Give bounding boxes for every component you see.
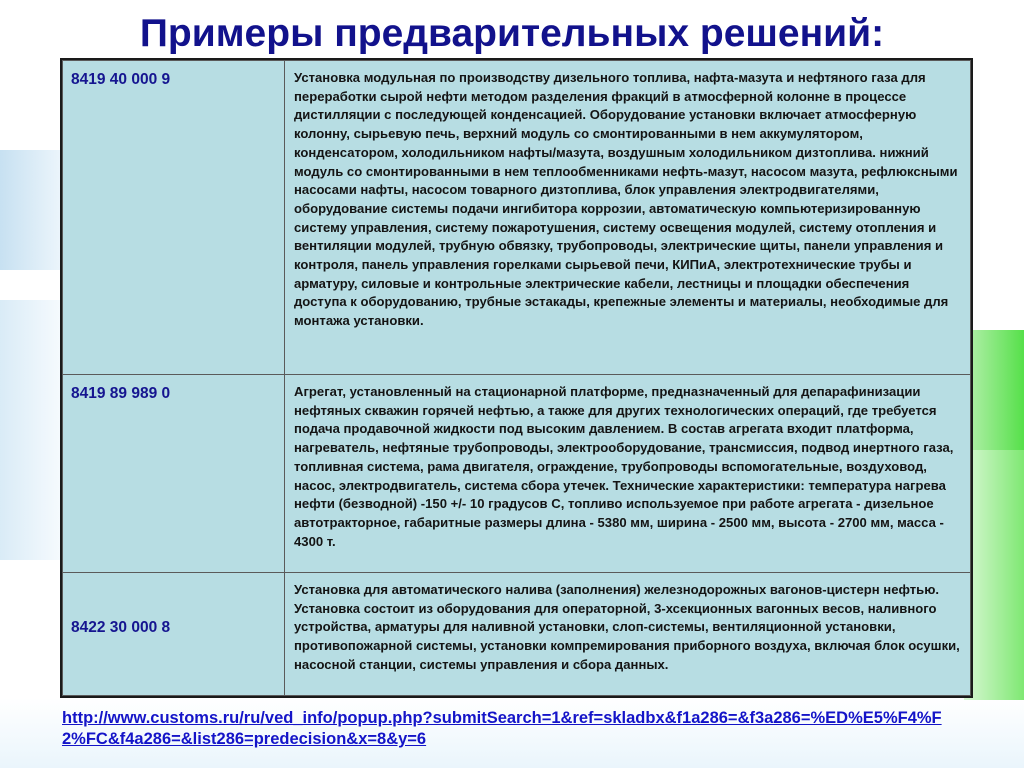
description-cell: Установка для автоматического налива (заполнения) железнодорожных вагонов-цистерн нефтью. Установка состоит из оборудования для операторной, 3-хсекционных вагонных весов, наливного устройства, арматуры для наливной установки, слоп-системы, вентиляционной установки, противопожарной системы, установки компремирования приборного воздуха, включая блок осушки, насосной станции, системы управления и сбора данных. xyxy=(285,573,971,696)
background-right-stripe xyxy=(964,450,1024,700)
slide-title: Примеры предварительных решений: xyxy=(139,12,885,55)
tariff-code-cell: 8419 89 989 0 xyxy=(63,375,285,573)
background-left-stripe xyxy=(0,300,60,560)
table-row xyxy=(63,375,971,573)
description-cell: Агрегат, установленный на стационарной платформе, предназначенный для депарафинизации нефтяных скважин горячей нефтью, а также для других технологических операций, где требуется подача продавочной жидкости под высоким давлением. В состав агрегата входит платформа, нагреватель, нефтяные трубопроводы, электрооборудование, трансмиссия, подвод инертного газа, топливная система, рама двигателя, ограждение, трубопроводы вспомогательные, воздуховод, насос, электродвигатель, система сбора утечек. Технические характеристики: температура нагрева нефти (безводной) -150 +/- 10 градусов С, топливо используемое при работе агрегата - дизельное автотракторное, габаритные размеры длина - 5380 мм, ширина - 2500 мм, высота - 2700 мм, масса - 4300 т. xyxy=(285,375,971,573)
tariff-code-cell: 8419 40 000 9 xyxy=(63,61,285,375)
description-cell: Установка модульная по производству дизельного топлива, нафта-мазута и нефтяного газа для переработки сырой нефти методом разделения фракций в атмосферной колонне в процессе дистилляции с последующей конденсацией. Оборудование установки включает атмосферную колонну, сырьевую печь, верхний модуль со смонтированными в нем аккумулятором, конденсатором, холодильником нафты/мазута, воздушным холодильником дизтоплива. нижний модуль со смонтированными в нем теплообменниками нефть-мазут, насосом мазута, рефлюксными насосами нафты, насосом товарного дизтоплива, блок управления электродвигателями, оборудование системы подачи ингибитора коррозии, автоматическую компьютеризированную систему управления, систему пожаротушения, систему освещения модулей, систему отопления и вентиляции модулей, трубную обвязку, трубопроводы, электрические щиты, панели управления и контроля, панель управления горелками сырьевой печи, КИПиА, электротехнические трубы и арматуру, силовые и контрольные электрические кабели, лестницы и площадки обеспечения доступа к оборудованию, трубные эстакады, крепежные элементы и материалы, необходимые для монтажа установки. xyxy=(285,61,971,375)
background-right-stripe xyxy=(964,330,1024,450)
decisions-table xyxy=(60,58,973,698)
background-left-stripe xyxy=(0,150,60,270)
table-row xyxy=(63,573,971,696)
source-link[interactable]: http://www.customs.ru/ru/ved_info/popup.php?submitSearch=1&ref=skladbx&f1a286=&f3a286=%ED%E5%F4%F2%FC&f4a286=&list286=predecision&x=8&y=6 xyxy=(62,709,942,748)
table-row xyxy=(63,61,971,375)
tariff-code-cell: 8422 30 000 8 xyxy=(63,573,285,696)
